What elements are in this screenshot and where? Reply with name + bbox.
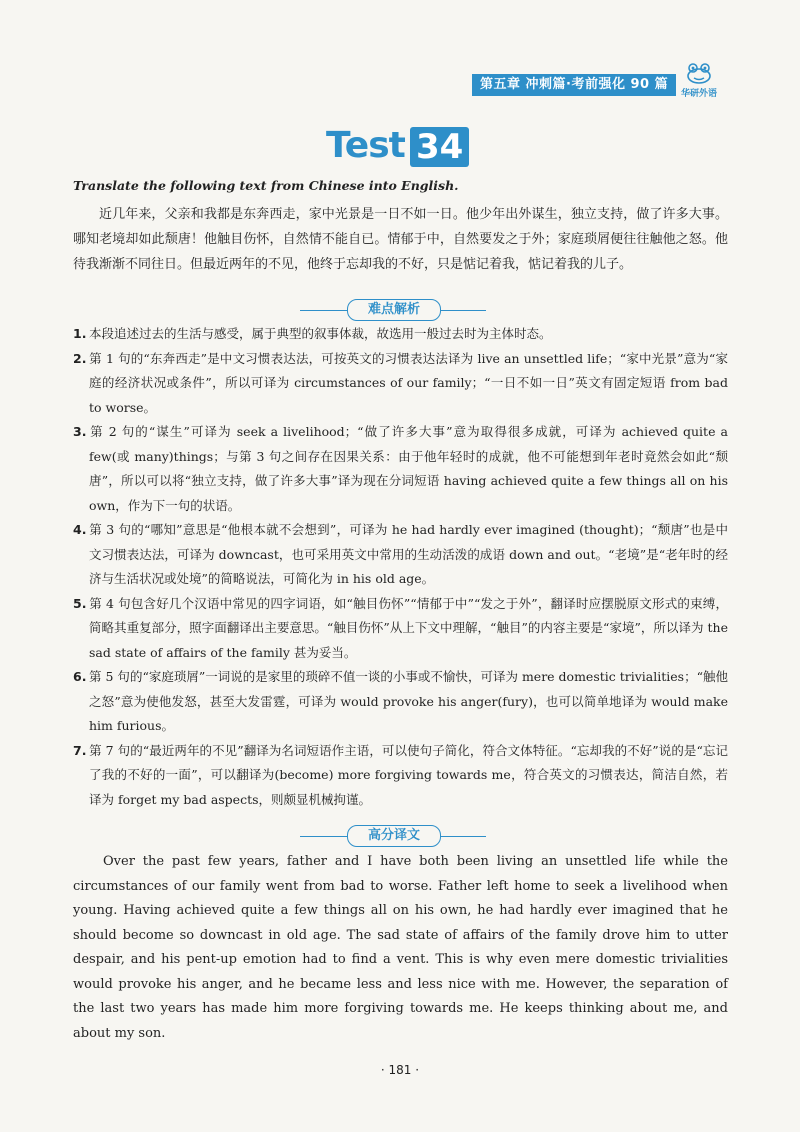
- source-text: 近几年来，父亲和我都是东奔西走，家中光景是一日不如一日。他少年出外谋生，独立支持，做了许多大事。哪知老境却如此颓唐！他触目伤怀，自然情不能自已。情郁于中，自然要发之于外；家庭琐屑便往往触他之怒。他待我渐渐不同往日。但最近两年的不见，他终于忘却我的不好，只是惦记着我，惦记着我的儿子。: [73, 207, 728, 272]
- publisher-logo: [676, 62, 722, 104]
- test-number: 34: [410, 127, 469, 167]
- note-item: 1. 本段追述过去的生活与感受，属于典型的叙事体裁，故选用一般过去时为主体时态。: [73, 326, 552, 341]
- logo-text: 华研外语: [680, 89, 717, 99]
- instruction: Translate the following text from Chinese into English.: [73, 178, 459, 193]
- note-item: 6. 第 5 句的“家庭琐屑”一词说的是家里的琐碎不值一谈的小事或不愉快，可译为 mere domestic trivialities；“触他之怒”意为使他发怒，甚至大发雷霆，可译为 would provoke his anger(fury)，也可以简单地译为 would make him furious。: [73, 669, 728, 733]
- frog-logo-icon: [686, 62, 712, 84]
- translation-heading: 高分译文: [347, 825, 441, 847]
- note-item: 3. 第 2 句的“谋生”可译为 seek a livelihood；“做了许多大事”意为取得很多成就，可译为 achieved quite a few(或 many)things；与第 3 句之间存在因果关系：由于他年轻时的成就，他不可能想到年老时竟然会如此“颓唐”，所以可以将“独立支持，做了许多大事”译为现在分词短语 having achieved quite a few things all on his own，作为下一句的状语。: [73, 424, 728, 513]
- page-number: · 181 ·: [380, 1063, 420, 1077]
- model-translation: Over the past few years, father and I have both been living an unsettled life while the circumstances of our family went from bad to worse. Father left home to seek a livelihood when young. Having achieved quite a few things all on his own, he had hardly ever imagined that he should become so downcast in old age. The sad state of affairs of the family drove him to utter despair, and his pent-up emotion had to find a vent. This is why even mere domestic trivialities would provoke his anger, and he became less and less nice with me. However, the separation of the last two years has made him more forgiving towards me. He keeps thinking about me, and about my son.: [73, 854, 728, 1041]
- note-item: 2. 第 1 句的“东奔西走”是中文习惯表达法，可按英文的习惯表达法译为 live an unsettled life；“家中光景”意为“家庭的经济状况或条件”，所以可译为 circumstances of our family；“一日不如一日”英文有固定短语 from bad to worse。: [73, 350, 728, 415]
- test-word: Test: [326, 125, 405, 166]
- analysis-notes: [73, 322, 728, 812]
- analysis-heading: 难点解析: [347, 299, 441, 321]
- note-item: 5. 第 4 句包含好几个汉语中常见的四字词语，如“触目伤怀”“情郁于中”“发之于外”，翻译时应摆脱原文形式的束缚，简略其重复部分，照字面翻译出主要意思。“触目伤怀”从上下文中理解，“触目”的内容主要是“家境”，所以译为 the sad state of affairs of the family 甚为妥当。: [73, 595, 728, 660]
- note-item: 4. 第 3 句的“哪知”意思是“他根本就不会想到”，可译为 he had hardly ever imagined (thought)；“颓唐”也是中文习惯表达法，可译为 downcast，也可采用英文中常用的生动活泼的成语 down and out。“老境”是“老年时的经济与生活状况或处境”的简略说法，可简化为 in his old age。: [73, 522, 728, 586]
- note-item: 7. 第 7 句的“最近两年的不见”翻译为名词短语作主语，可以使句子简化，符合文体特征。“忘却我的不好”说的是“忘记了我的不好的一面”，可以翻译为(become) more forgiving towards me，符合英文的习惯表达，简洁自然，若译为 forget my bad aspects，则颇显机械拘谨。: [73, 742, 728, 807]
- chapter-banner: 第五章 冲刺篇·考前强化 90 篇: [472, 74, 676, 96]
